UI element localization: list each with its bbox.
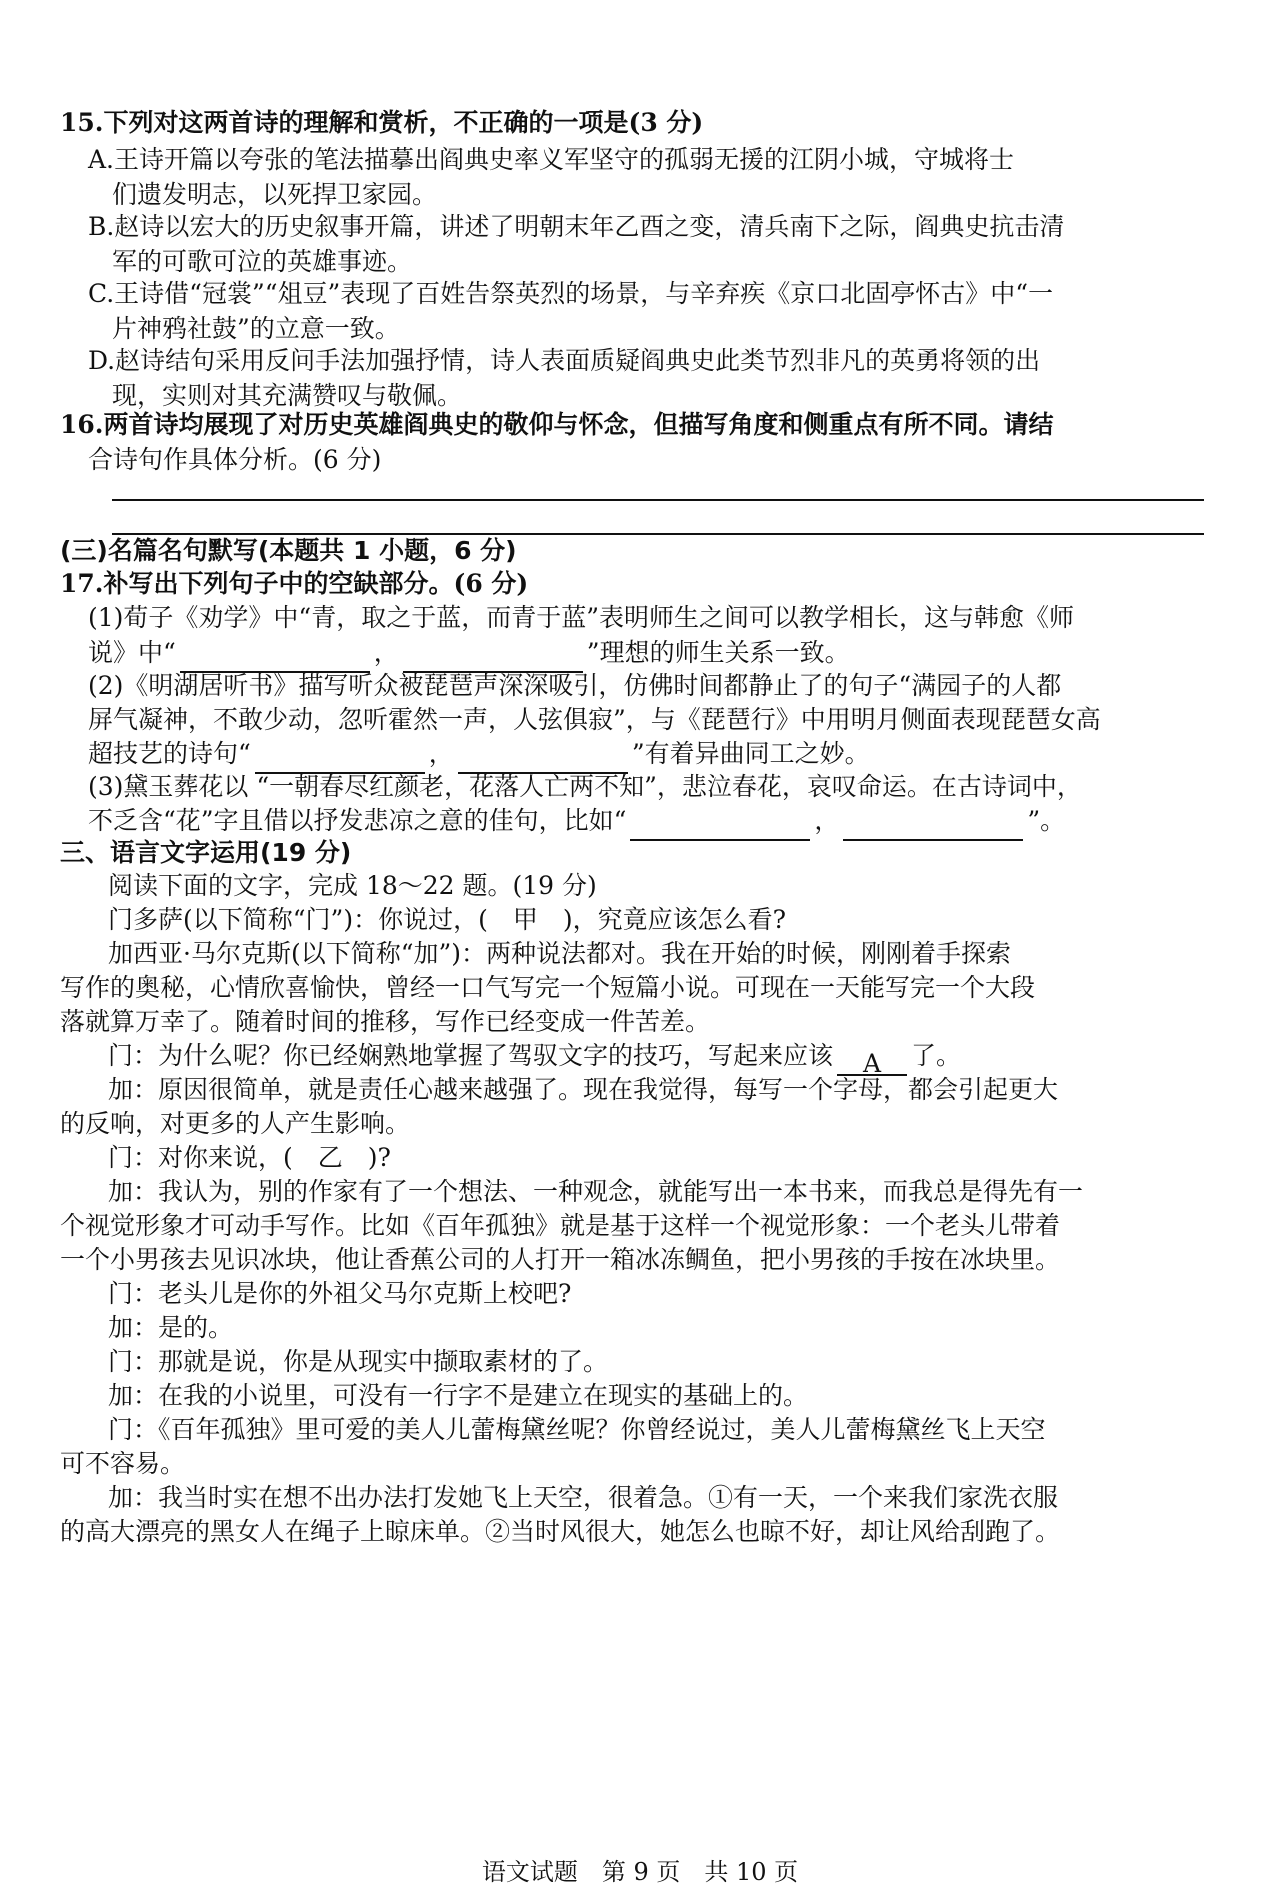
- dialogue-line: 落就算万幸了。随着时间的推移，写作已经变成一件苦差。: [60, 1007, 711, 1036]
- dialogue-line: 门：《百年孤独》里可爱的美人儿蕾梅黛丝呢？你曾经说过，美人儿蕾梅黛丝飞上天空: [108, 1415, 1046, 1444]
- comma: ，: [428, 739, 454, 768]
- q15-option-a: A.王诗开篇以夸张的笔法描摹出阎典史率义军坚守的孤弱无援的江阴小城，守城将士: [88, 145, 1015, 174]
- q16-stem-cont: 合诗句作具体分析。(6 分): [88, 445, 382, 474]
- dialogue-line: 的反响，对更多的人产生影响。: [60, 1109, 411, 1138]
- dialogue-tail: 了。: [911, 1041, 962, 1070]
- comma: ，: [814, 806, 840, 835]
- section-heading: 三、语言文字运用(19 分): [60, 838, 352, 867]
- q17-part1: (1)荀子《劝学》中“青，取之于蓝，而青于蓝”表明师生之间可以教学相长，这与韩愈《师: [88, 603, 1074, 632]
- dialogue-line: 加：原因很简单，就是责任心越来越强了。现在我觉得，每写一个字母，都会引起更大: [108, 1075, 1059, 1104]
- dialogue-text: 门：为什么呢？你已经娴熟地掌握了驾驭文字的技巧，写起来应该: [108, 1041, 834, 1070]
- q17-part3: (3)黛玉葬花以 “一朝春尽红颜老，花落人亡两不知”，悲泣春花，哀叹命运。在古诗词中，: [88, 772, 1082, 801]
- comma: ，: [373, 638, 399, 667]
- reading-intro: 阅读下面的文字，完成 18～22 题。(19 分): [108, 871, 597, 900]
- q17-part2-text: 超技艺的诗句“: [88, 739, 251, 768]
- q15-option-a-cont: 们遗发明志，以死捍卫家园。: [112, 180, 438, 209]
- fill-blank[interactable]: [843, 809, 1023, 841]
- dialogue-line: 写作的奥秘，心情欣喜愉快，曾经一口气写完一个短篇小说。可现在一天能写完一个大段: [60, 973, 1036, 1002]
- answer-line[interactable]: [112, 499, 1204, 501]
- dialogue-line: 门多萨(以下简称“门”)：你说过，( 甲 )，究竟应该怎么看?: [108, 905, 786, 934]
- q17-part3-tail: ”。: [1027, 806, 1066, 835]
- dialogue-line: 个视觉形象才可动手写作。比如《百年孤独》就是基于这样一个视觉形象：一个老头儿带着: [60, 1211, 1061, 1240]
- q17-part2-cont: 屏气凝神，不敢少动，忽听霍然一声，人弦俱寂”，与《琵琶行》中用明月侧面表现琵琶女高: [88, 705, 1101, 734]
- q15-option-d-cont: 现，实则对其充满赞叹与敬佩。: [112, 381, 463, 410]
- q16-stem: 16.两首诗均展现了对历史英雄阎典史的敬仰与怀念，但描写角度和侧重点有所不同。请结: [60, 410, 1054, 439]
- q15-option-c: C.王诗借“冠裳”“俎豆”表现了百姓告祭英烈的场景，与辛弃疾《京口北固亭怀古》中“一: [88, 279, 1054, 308]
- q17-part1-tail: ”理想的师生关系一致。: [586, 638, 850, 667]
- dialogue-line: 加：我认为，别的作家有了一个想法、一种观念，就能写出一本书来，而我总是得先有一: [108, 1177, 1084, 1206]
- dialogue-line: 加：是的。: [108, 1313, 234, 1342]
- q15-option-b-cont: 军的可歌可泣的英雄事迹。: [112, 247, 413, 276]
- q15-option-b: B.赵诗以宏大的历史叙事开篇，讲述了明朝末年乙酉之变，清兵南下之际，阎典史抗击清: [88, 212, 1065, 241]
- q17-part2: (2)《明湖居听书》描写听众被琵琶声深深吸引，仿佛时间都静止了的句子“满园子的人都: [88, 671, 1062, 700]
- dialogue-line: 可不容易。: [60, 1449, 186, 1478]
- dialogue-line: 加：在我的小说里，可没有一行字不是建立在现实的基础上的。: [108, 1381, 809, 1410]
- dialogue-line: 加西亚·马尔克斯(以下简称“加”)：两种说法都对。我在开始的时候，刚刚着手探索: [108, 939, 1012, 968]
- dialogue-line: 门：那就是说，你是从现实中撷取素材的了。: [108, 1347, 609, 1376]
- q15-option-c-cont: 片神鸦社鼓”的立意一致。: [112, 314, 400, 343]
- q17-stem: 17.补写出下列句子中的空缺部分。(6 分): [60, 569, 529, 598]
- q15-stem: 15.下列对这两首诗的理解和赏析，不正确的一项是(3 分): [60, 108, 704, 137]
- dialogue-line: 门：对你来说，( 乙 )?: [108, 1143, 391, 1172]
- dialogue-line: 门：老头儿是你的外祖父马尔克斯上校吧?: [108, 1279, 572, 1308]
- subsection-heading: (三)名篇名句默写(本题共 1 小题，6 分): [60, 536, 517, 565]
- q17-part3-text: 不乏含“花”字且借以抒发悲凉之意的佳句，比如“: [88, 806, 627, 835]
- fill-blank[interactable]: [630, 809, 810, 841]
- dialogue-line: 的高大漂亮的黑女人在绳子上晾床单。②当时风很大，她怎么也晾不好，却让风给刮跑了。: [60, 1517, 1061, 1546]
- dialogue-line: 一个小男孩去见识冰块，他让香蕉公司的人打开一箱冰冻鲷鱼，把小男孩的手按在冰块里。: [60, 1245, 1061, 1274]
- fill-blank-a[interactable]: A: [837, 1044, 907, 1076]
- q15-option-d: D.赵诗结句采用反问手法加强抒情，诗人表面质疑阎典史此类节烈非凡的英勇将领的出: [88, 346, 1041, 375]
- dialogue-line: 加：我当时实在想不出办法打发她飞上天空，很着急。①有一天，一个来我们家洗衣服: [108, 1483, 1059, 1512]
- page-footer: 语文试题 第 9 页 共 10 页: [481, 1858, 799, 1886]
- q17-part2-tail: ”有着异曲同工之妙。: [631, 739, 870, 768]
- q17-part1-text: 说》中“: [88, 638, 176, 667]
